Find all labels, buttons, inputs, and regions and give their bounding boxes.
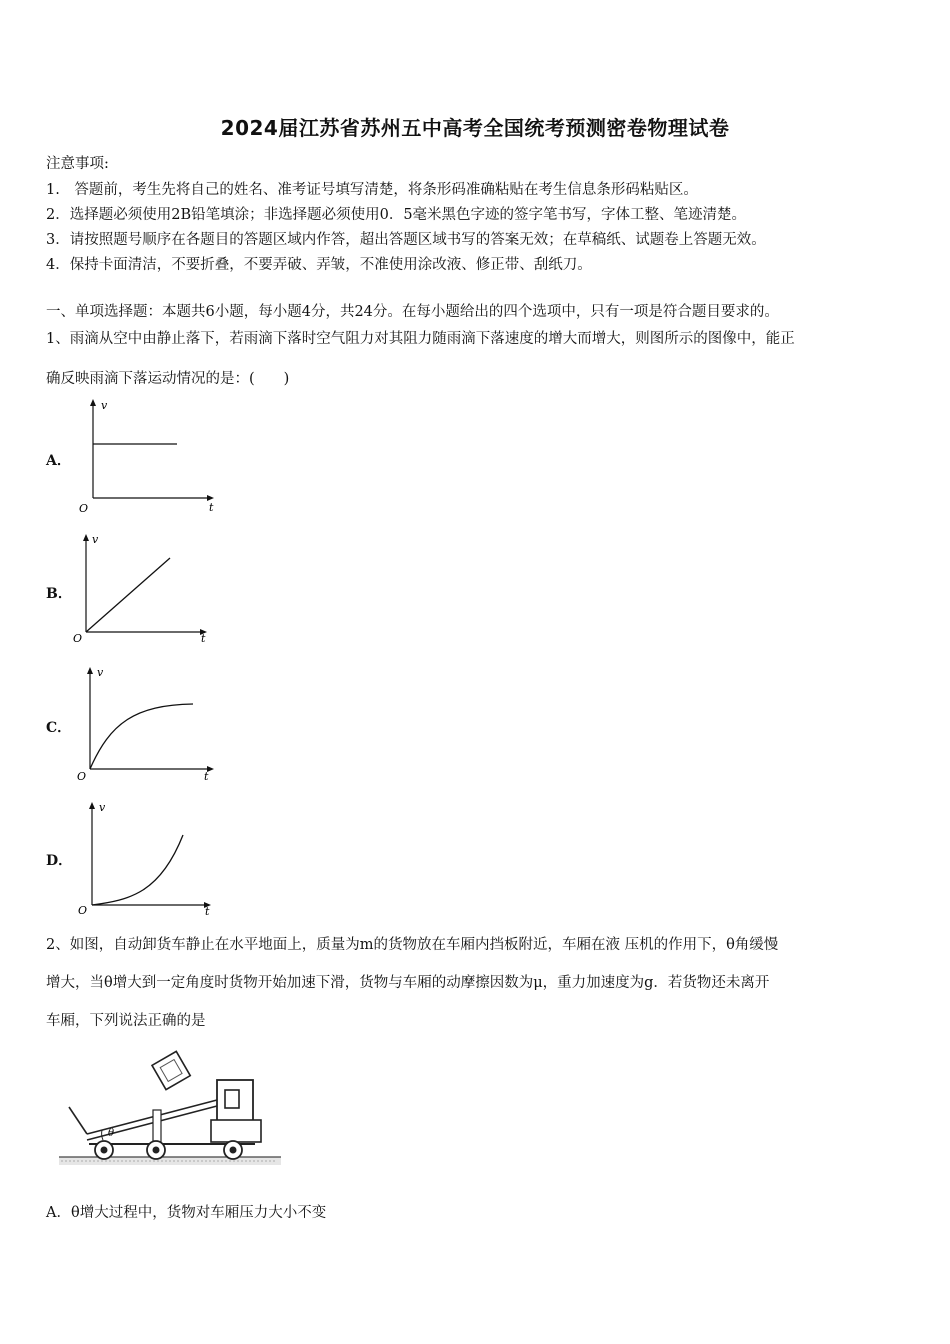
notice-item: 2．选择题必须使用2B铅笔填涂；非选择题必须使用0．5毫米黑色字迹的签字笔书写，字体工整、笔迹清楚。	[46, 207, 747, 223]
axis-t-label: t	[209, 501, 214, 514]
origin-label: O	[78, 904, 88, 917]
page-title: 2024届江苏省苏州五中高考全国统考预测密卷物理试卷	[220, 116, 730, 140]
axis-t-label: t	[204, 770, 209, 783]
notice-item: 4．保持卡面清洁，不要折叠，不要弄破、弄皱，不准使用涂改液、修正带、刮纸刀。	[46, 257, 592, 273]
dump-truck-figure	[55, 1040, 290, 1175]
cargo-box	[152, 1051, 190, 1089]
axis-v-label: v	[99, 801, 106, 814]
notice-heading: 注意事项:	[46, 156, 109, 172]
question-2-text: 2、如图，自动卸货车静止在水平地面上，质量为m的货物放在车厢内挡板附近，车厢在液 压机的作用下，θ角缓慢	[46, 937, 779, 953]
option-b-label: B．	[46, 586, 72, 602]
option-c-label: C．	[46, 720, 72, 736]
curve-convex	[92, 835, 183, 905]
axis-t-label: t	[205, 905, 210, 918]
axis-v-label: v	[101, 399, 108, 412]
question-1-text: 1、雨滴从空中由静止落下，若雨滴下落时空气阻力对其阻力随雨滴下落速度的增大而增大，则图所示的图像中，能正	[46, 331, 795, 347]
origin-label: O	[73, 632, 83, 645]
origin-label: O	[77, 770, 87, 783]
notice-item: 1. 答题前，考生先将自己的姓名、准考证号填写清楚，将条形码准确粘贴在考生信息条形码粘贴区。	[46, 182, 698, 198]
option-c-graph	[75, 663, 225, 783]
option-a-label: A．	[46, 453, 71, 469]
curve-linear	[86, 558, 170, 632]
option-d-label: D．	[46, 853, 73, 869]
question-2-option-a: A．θ增大过程中，货物对车厢压力大小不变	[46, 1205, 327, 1221]
axis-v-label: v	[92, 533, 99, 546]
question-2-text: 增大，当θ增大到一定角度时货物开始加速下滑，货物与车厢的动摩擦因数为μ，重力加速度为g．若货物还未离开	[46, 975, 770, 991]
axis-v-label: v	[97, 666, 104, 679]
axis-t-label: t	[201, 632, 206, 645]
question-2-text: 车厢，下列说法正确的是	[46, 1013, 206, 1029]
option-a-graph	[75, 395, 225, 515]
hydraulic-piston	[153, 1110, 161, 1142]
question-1-text: 确反映雨滴下落运动情况的是：( )	[46, 371, 290, 387]
origin-label: O	[79, 502, 89, 515]
option-d-graph	[75, 798, 225, 918]
notice-item: 3．请按照题号顺序在各题目的答题区域内作答，超出答题区域书写的答案无效；在草稿纸、试题卷上答题无效。	[46, 232, 766, 248]
option-b-graph	[68, 530, 218, 650]
section-heading: 一、单项选择题：本题共6小题，每小题4分，共24分。在每小题给出的四个选项中，只有一项是符合题目要求的。	[46, 304, 779, 320]
curve-saturating	[90, 704, 193, 769]
angle-theta-label: θ	[108, 1128, 115, 1139]
